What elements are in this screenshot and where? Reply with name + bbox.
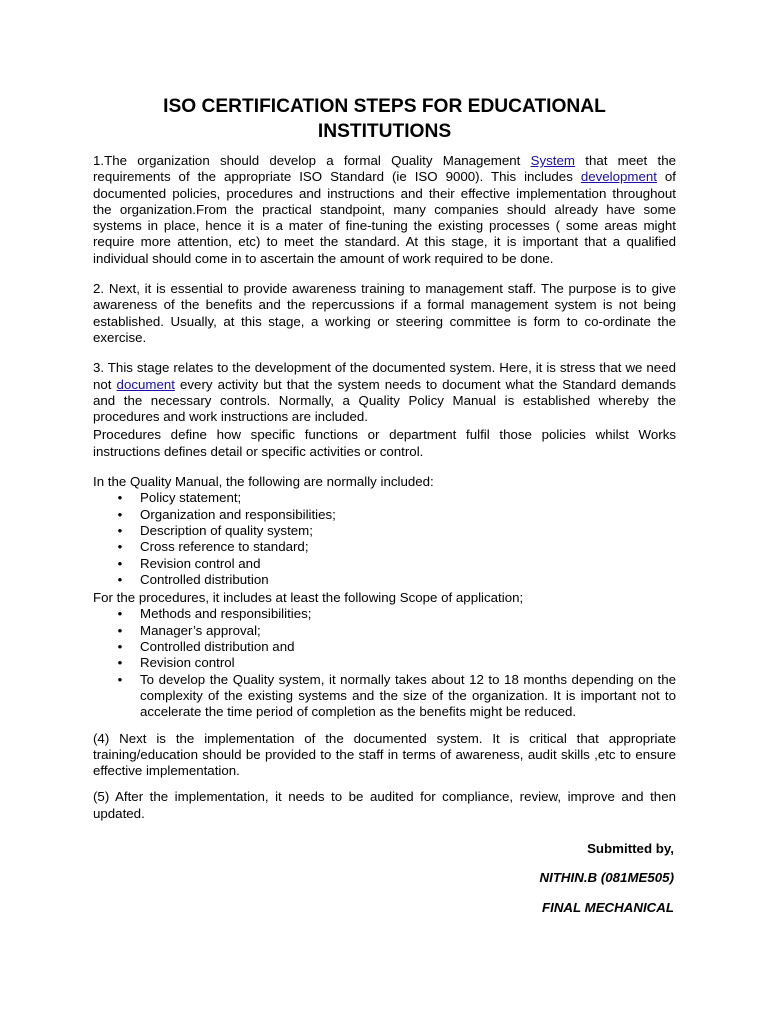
list-item-text: Methods and responsibilities;: [140, 606, 312, 622]
bullet-icon: •: [117, 490, 123, 506]
list-item-text: Organization and responsibilities;: [140, 506, 336, 522]
list-item: [93, 606, 676, 622]
list-item-text: Controlled distribution: [140, 571, 269, 587]
step-4-paragraph: (4) Next is the implementation of the documented system. It is critical that appropriate training/education should be provided to the staff in terms of awareness, audit skills ,etc to ensure effective implementation.: [93, 730, 676, 779]
list-item: [93, 623, 676, 639]
step-2-paragraph: 2. Next, it is essential to provide awareness training to management staff. The purpose is to give awareness of the benefits and the repercussions if a formal management system is not being established. Usually, at this stage, a working or steering committee is form to co-ordinate the exercise.: [93, 281, 676, 345]
bullet-icon: •: [117, 506, 123, 522]
list-item-text: Revision control and: [140, 555, 261, 571]
page-title: [93, 94, 676, 144]
list-item-text: Description of quality system;: [140, 522, 313, 538]
list-item-text: Policy statement;: [140, 490, 242, 506]
bullet-icon: •: [117, 622, 123, 638]
bullet-icon: •: [117, 606, 123, 622]
list-item-text: Cross reference to standard;: [140, 539, 309, 555]
submitted-by-label: Submitted by,: [587, 840, 674, 856]
list-item: [93, 490, 676, 506]
procedures-paragraph: Procedures define how specific functions or department fulfil those policies whilst Works instructions defines detail or specific activities or control.: [93, 427, 676, 459]
document-page: [93, 94, 676, 916]
title-line-1: ISO CERTIFICATION STEPS FOR EDUCATIONAL: [163, 96, 606, 117]
step-1-text-a: 1.The organization should develop a formal Quality Management: [93, 153, 531, 168]
bullet-icon: •: [117, 555, 123, 571]
step-3-text-a: 3. This stage relates to the development of the documented system. Here, it is stress that we need not: [93, 360, 676, 392]
procedures-list: [93, 606, 676, 720]
step-1-paragraph: [93, 153, 676, 267]
author-name: NITHIN.B (081ME505): [539, 870, 674, 886]
step-5-paragraph: (5) After the implementation, it needs to be audited for compliance, review, improve and then updated.: [93, 789, 676, 821]
list-item-text: Controlled distribution and: [140, 639, 295, 655]
procedures-intro: For the procedures, it includes at least the following Scope of application;: [93, 590, 524, 606]
quality-manual-intro: In the Quality Manual, the following are normally included:: [93, 474, 434, 490]
list-item: [93, 572, 676, 588]
step-3-paragraph: [93, 360, 676, 425]
list-item: [93, 507, 676, 523]
bullet-icon: •: [117, 522, 123, 538]
document-link[interactable]: document: [116, 376, 175, 392]
bullet-icon: •: [117, 539, 123, 555]
list-item: [93, 672, 676, 721]
development-link[interactable]: development: [580, 169, 657, 185]
list-item: [93, 655, 676, 671]
author-department: FINAL MECHANICAL: [542, 899, 674, 915]
step-1-text-c: of documented policies, procedures and instructions and their effective implementation throughout the organization.From the practical standpoint, many companies should already have some systems in place, hence it is a mater of fine-tuning the existing processes ( some areas might require more attention, etc) to meet the standard. At this stage, it is important that a qualified individual should come in to ascertain the amount of work required to be done.: [93, 169, 676, 266]
list-item-text: To develop the Quality system, it normally takes about 12 to 18 months depending on the complexity of the existing systems and the size of the organization. It is important not to accelerate the time period of completion as the benefits might be reduced.: [140, 671, 676, 720]
list-item-text: Revision control: [140, 655, 235, 671]
quality-manual-list: [93, 490, 676, 588]
list-item-text: Manager’s approval;: [140, 622, 261, 638]
step-1-text-b: that meet the requirements of the appropriate ISO Standard (ie ISO 9000). This includes: [93, 153, 676, 185]
list-item: [93, 639, 676, 655]
list-item: [93, 523, 676, 539]
bullet-icon: •: [117, 639, 123, 655]
title-line-2: INSTITUTIONS: [317, 121, 452, 142]
bullet-icon: •: [117, 671, 123, 687]
list-item: [93, 539, 676, 555]
list-item: [93, 556, 676, 572]
bullet-icon: •: [117, 571, 123, 587]
system-link[interactable]: System: [530, 153, 575, 168]
step-3-text-b: every activity but that the system needs to document what the Standard demands and the necessary controls. Normally, a Quality Policy Manual is established whereby the procedures and work instructions are included.: [93, 376, 676, 425]
bullet-icon: •: [117, 655, 123, 671]
